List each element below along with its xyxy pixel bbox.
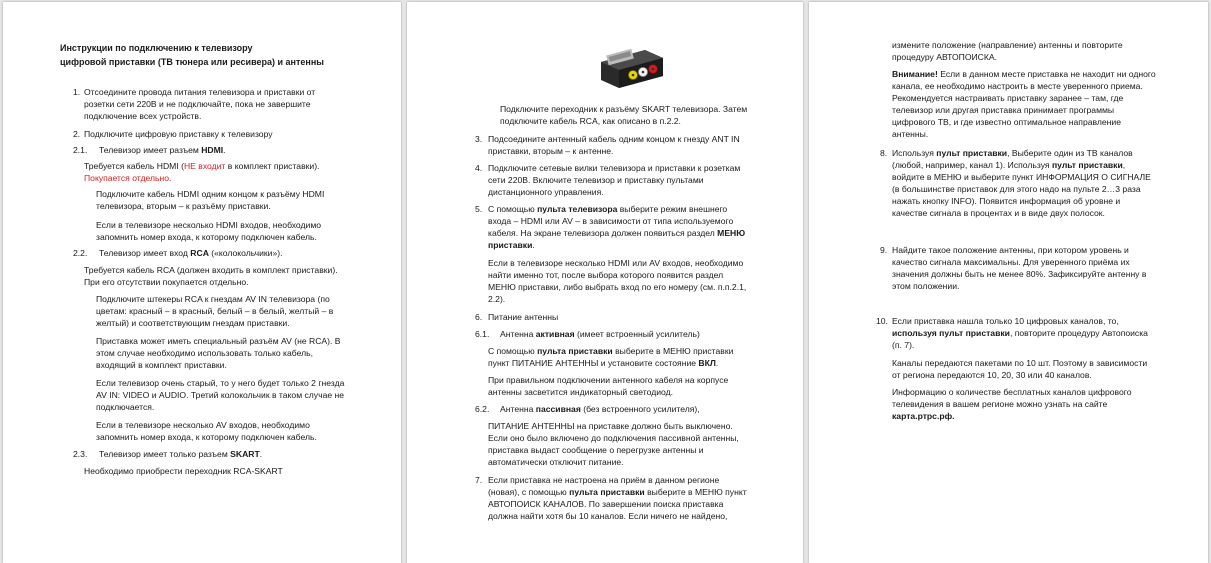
rca-paragraph: AV IN: VIDEO и AUDIO. Третий колокольчик в таком случае не xyxy=(96,390,345,400)
step-5-paragraph: МЕНЮ приставки, либо выбрать вход по его номеру (см. п.п.2.1, xyxy=(488,282,747,292)
step-8-text: войдите в МЕНЮ и выберите пункт ИНФОРМАЦИЯ О СИГНАЛЕ xyxy=(892,172,1151,182)
hdmi-paragraph: запомнить номер входа, к которому подключен кабель. xyxy=(96,232,317,242)
rca-paragraph: Подключите штекеры RCA к гнездам AV IN телевизора (по xyxy=(96,294,330,304)
rca-requirement: Требуется кабель RCA (должен входить в комплект приставки). xyxy=(84,265,338,275)
step-8-text: нажать кнопку INFO). Появится информация об уровне и xyxy=(892,196,1121,206)
skart-paragraph: Подключите переходник к разъёму SKART телевизора. Затем xyxy=(500,104,748,114)
rca-paragraph: Приставка может иметь специальный разъём AV (не RCA). В xyxy=(96,336,341,346)
step-8-text: (любой, например, канал 1). Используя пульт приставки, xyxy=(892,160,1126,170)
step-5-paragraph: Если в телевизоре несколько HDMI или AV входов, необходимо xyxy=(488,258,744,268)
step-9-text: качество сигнала максимальны. Для уверенного приёма их xyxy=(892,257,1130,267)
step-10-paragraph: от региона передаются 10, 20, 30 или 40 каналов. xyxy=(892,370,1092,380)
step-3-text: Подсоедините антенный кабель одним концом к гнезду ANT IN xyxy=(488,134,740,144)
step-10-text: (п. 7). xyxy=(892,340,915,350)
active-antenna-paragraph: антенны засветится индикаторный светодиод. xyxy=(488,387,673,397)
rca-paragraph: Если телевизор очень старый, то у него будет только 2 гнезда xyxy=(96,378,345,388)
step-7-text: Если приставка не настроена на приём в данном регионе xyxy=(488,475,720,485)
step-4-text: Подключите сетевые вилки телевизора и приставки к розеткам xyxy=(488,163,741,173)
step-10-paragraph: Информацию о количестве бесплатных каналов цифрового xyxy=(892,387,1132,397)
rca-paragraph: этом случае необходимо использовать только кабель, xyxy=(96,348,313,358)
rca-paragraph: цветам: красный – в красный, белый – в белый, желтый – в xyxy=(96,306,334,316)
step-number: 1. xyxy=(73,87,81,97)
skart-note: Необходимо приобрести переходник RCA-SKART xyxy=(84,466,283,476)
step-1-text: Отсоедините провода питания телевизора и приставки от xyxy=(84,87,316,97)
warning-paragraph: цифрового ТВ, и где известно оптимальное направление xyxy=(892,117,1121,127)
step-4-text: дистанционного управления. xyxy=(488,187,604,197)
passive-antenna-paragraph: приставка выдаст сообщение о перегрузке антенны и xyxy=(488,445,704,455)
step-7-text: должна найти хотя бы 10 каналов. Если ничего не найдено, xyxy=(488,511,728,521)
step-5-paragraph: найти именно тот, после выбора которого появится раздел xyxy=(488,270,724,280)
substep-6-1-heading: Антенна активная (имеет встроенный усилитель) xyxy=(500,329,700,339)
doc-title-line-2: цифровой приставки (ТВ тюнера или ресивера) и антенны xyxy=(60,57,324,67)
step-3-text: приставки, вторым – к антенне. xyxy=(488,146,614,156)
step-10-text: используя пульт приставки, повторите процедуру Автопоиска xyxy=(892,328,1148,338)
step-10-text: Если приставка нашла только 10 цифровых каналов, то, xyxy=(892,316,1119,326)
step-8-text: (в большинстве приставок для этого надо на пульте 2…3 раза xyxy=(892,184,1141,194)
rca-paragraph: желтый) и соответствующим гнездам приставки. xyxy=(96,318,290,328)
step-7-continued: процедуру АВТОПОИСКА. xyxy=(892,52,998,62)
step-5-text: приставки. xyxy=(488,240,535,250)
step-number: 6. xyxy=(475,312,483,322)
step-8-text: Используя пульт приставки, Выберите один из ТВ каналов xyxy=(892,148,1133,158)
active-antenna-paragraph: пункт ПИТАНИЕ АНТЕННЫ и установите состояние ВКЛ. xyxy=(488,358,719,368)
hdmi-requirement: Требуется кабель HDMI (НЕ входит в комплект приставки). xyxy=(84,161,320,171)
step-number: 3. xyxy=(475,134,483,144)
active-antenna-paragraph: При правильном подключении антенного кабеля на корпусе xyxy=(488,375,729,385)
step-4-text: сети 220В. Включите телевизор и приставку пультами xyxy=(488,175,704,185)
step-9-text: значения должны быть не менее 80%. Зафиксируйте антенну в xyxy=(892,269,1147,279)
step-5-paragraph: 2.2). xyxy=(488,294,506,304)
website-link[interactable]: карта.ртрс.рф. xyxy=(892,411,955,421)
document-page-2 xyxy=(407,2,803,563)
step-number: 5. xyxy=(475,204,483,214)
substep-2-1-heading: Телевизор имеет разъем HDMI. xyxy=(99,145,226,155)
active-antenna-paragraph: С помощью пульта приставки выберите в МЕНЮ приставки xyxy=(488,346,734,356)
substep-2-2-heading: Телевизор имеет вход RCA («колокольчики»). xyxy=(99,248,283,258)
passive-antenna-paragraph: ПИТАНИЕ АНТЕННЫ на приставке должно быть выключено. xyxy=(488,421,733,431)
step-5-text: С помощью пульта телевизора выберите режим внешнего xyxy=(488,204,728,214)
warning-paragraph: Рекомендуется настраивать приставку заранее – там, где xyxy=(892,93,1124,103)
step-1-text: розетки сети 220В и не подключайте, пока не завершите xyxy=(84,99,311,109)
step-1-text: подключение всех устройств. xyxy=(84,111,202,121)
warning-paragraph: антенны. xyxy=(892,129,929,139)
step-5-text: кабеля. На экране телевизора должен появиться раздел МЕНЮ xyxy=(488,228,746,238)
document-page-3 xyxy=(809,2,1208,563)
step-number: 4. xyxy=(475,163,483,173)
skart-paragraph: подключите кабель RCA, как описано в п.2.2. xyxy=(500,116,681,126)
step-9-text: этом положении. xyxy=(892,281,960,291)
step-7-text: (новая), с помощью пульта приставки выберите в МЕНЮ пункт xyxy=(488,487,747,497)
rca-paragraph: запомнить номер входа, к которому подключен кабель. xyxy=(96,432,317,442)
step-8-text: качестве сигнала в процентах и в виде двух полосок. xyxy=(892,208,1105,218)
step-number: 8. xyxy=(880,148,888,158)
hdmi-buy-note: Покупается отдельно. xyxy=(84,173,172,183)
step-10-paragraph: телевидения в вашем регионе можно узнать на сайте xyxy=(892,399,1108,409)
warning-paragraph: канала, ее необходимо настроить в месте уверенного приема. xyxy=(892,81,1143,91)
step-5-text: входа – HDMI или AV – в зависимости от типа используемого xyxy=(488,216,734,226)
step-number: 9. xyxy=(880,245,888,255)
scart-adapter-icon xyxy=(597,42,667,94)
hdmi-paragraph: Если в телевизоре несколько HDMI входов, необходимо xyxy=(96,220,322,230)
substep-number: 6.2. xyxy=(475,404,490,414)
passive-antenna-paragraph: Если оно было включено до подключения пассивной антенны, xyxy=(488,433,739,443)
step-7-text: АВТОПОИСК КАНАЛОВ. По завершении поиска приставка xyxy=(488,499,724,509)
step-7-continued: измените положение (направление) антенны и повторите xyxy=(892,40,1123,50)
step-6-text: Питание антенны xyxy=(488,312,559,322)
passive-antenna-paragraph: автоматически отключит питание. xyxy=(488,457,624,467)
hdmi-paragraph: Подключите кабель HDMI одним концом к разъёму HDMI xyxy=(96,189,325,199)
substep-number: 2.1. xyxy=(73,145,88,155)
step-9-text: Найдите такое положение антенны, при котором уровень и xyxy=(892,245,1129,255)
rca-paragraph: Если в телевизоре несколько AV входов, необходимо xyxy=(96,420,310,430)
doc-title-line-1: Инструкции по подключению к телевизору xyxy=(60,43,253,53)
rca-paragraph: подключается. xyxy=(96,402,155,412)
warning-paragraph: телевизор или другая приставка принимает программы xyxy=(892,105,1115,115)
substep-number: 2.2. xyxy=(73,248,88,258)
step-2-text: Подключите цифровую приставку к телевизору xyxy=(84,129,273,139)
step-10-paragraph: Каналы передаются пакетами по 10 шт. Поэтому в зависимости xyxy=(892,358,1148,368)
substep-6-2-heading: Антенна пассивная (без встроенного усилителя), xyxy=(500,404,700,414)
step-number: 2. xyxy=(73,129,81,139)
step-number: 10. xyxy=(876,316,888,326)
warning-paragraph: Внимание! Если в данном месте приставка не находит ни одного xyxy=(892,69,1156,79)
substep-number: 6.1. xyxy=(475,329,490,339)
hdmi-paragraph: телевизора, вторым – к разъёму приставки. xyxy=(96,201,271,211)
step-number: 7. xyxy=(475,475,483,485)
substep-2-3-heading: Телевизор имеет только разъем SKART. xyxy=(99,449,263,459)
rca-paragraph: входящий в комплект приставки. xyxy=(96,360,227,370)
document-page-1 xyxy=(3,2,401,563)
substep-number: 2.3. xyxy=(73,449,88,459)
rca-requirement: При его отсутствии покупается отдельно. xyxy=(84,277,249,287)
